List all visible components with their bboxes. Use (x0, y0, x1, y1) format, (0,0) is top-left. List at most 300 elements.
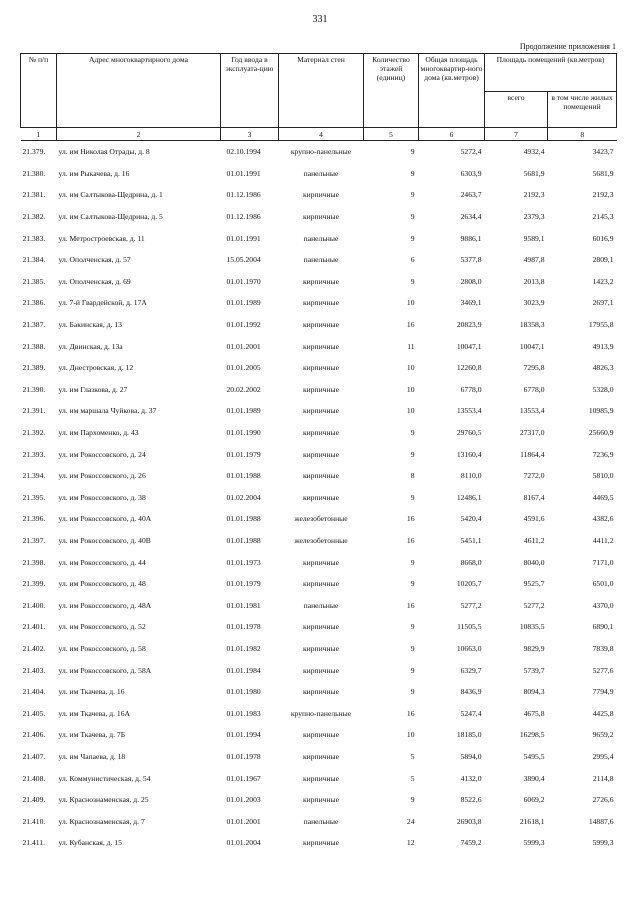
row-rooms-living: 5277,6 (592, 665, 614, 675)
column-number: 3 (221, 128, 279, 141)
row-number: 21.382. (22, 212, 46, 222)
row-total-area: 13160,4 (456, 449, 482, 459)
table-row (21, 767, 617, 789)
row-total-area: 5451,1 (460, 535, 482, 545)
table-row (21, 789, 617, 811)
row-total-area: 2463,7 (460, 190, 482, 200)
table-row (21, 724, 617, 746)
row-material: кирпичные (302, 212, 340, 222)
row-year: 01.01.1967 (226, 773, 261, 783)
row-floors: 9 (410, 643, 415, 653)
row-rooms-living: 4913,9 (592, 341, 614, 351)
row-material: кирпичные (302, 557, 340, 567)
row-material: кирпичные (302, 320, 340, 330)
table-row (21, 357, 617, 379)
row-year: 01.01.1991 (226, 168, 261, 178)
row-number: 21.394. (22, 471, 46, 481)
row-rooms-living: 9659,2 (592, 730, 614, 740)
row-rooms-all: 9525,7 (523, 579, 545, 589)
row-number: 21.406. (22, 730, 46, 740)
row-address: ул. им Рокоссовского, д. 38 (58, 492, 146, 502)
row-rooms-living: 5681,9 (592, 168, 614, 178)
row-floors: 9 (410, 449, 415, 459)
row-year: 01.01.1989 (226, 298, 261, 308)
row-address: ул. Краснознаменская, д. 7 (58, 816, 145, 826)
row-material: кирпичные (302, 298, 340, 308)
row-number: 21.392. (22, 428, 46, 438)
row-rooms-living: 4826,3 (592, 363, 614, 373)
row-floors: 5 (410, 773, 415, 783)
row-floors: 24 (406, 816, 415, 826)
row-total-area: 9886,1 (460, 233, 482, 243)
table-row (21, 594, 617, 616)
row-year: 01.01.2003 (226, 795, 261, 805)
column-number: 7 (485, 128, 548, 141)
header-rooms-living: в том числе жилых помещений (548, 92, 617, 128)
row-number: 21.411. (22, 838, 45, 848)
row-floors: 12 (406, 838, 415, 848)
header-rooms-all: всего (485, 92, 548, 128)
row-material: кирпичные (302, 687, 340, 697)
row-year: 01.01.1981 (226, 600, 261, 610)
row-floors: 9 (410, 795, 415, 805)
row-rooms-living: 4370,0 (592, 600, 614, 610)
table-row (21, 335, 617, 357)
row-floors: 9 (410, 622, 415, 632)
row-rooms-all: 18358,3 (519, 320, 545, 330)
table-row (21, 163, 617, 185)
row-year: 01.01.1978 (226, 751, 261, 761)
table-row (21, 487, 617, 509)
row-address: ул. Бакинская, д. 13 (58, 320, 122, 330)
table-row (21, 681, 617, 703)
page-number: 331 (312, 14, 328, 25)
row-rooms-all: 5999,3 (523, 838, 545, 848)
row-rooms-living: 4469,5 (592, 492, 614, 502)
housing-registry-table (20, 53, 617, 854)
row-address: ул. им Рокоссовского, д. 40В (58, 535, 151, 545)
row-material: кирпичные (302, 449, 340, 459)
row-floors: 10 (406, 363, 415, 373)
table-row (21, 379, 617, 401)
row-floors: 16 (406, 320, 415, 330)
row-year: 01.01.2001 (226, 341, 261, 351)
header-year: Год ввода в эксплуата-цию (221, 54, 279, 128)
row-address: ул. им Рокоссовского, д. 40А (58, 514, 152, 524)
row-material: кирпичные (302, 665, 340, 675)
row-floors: 10 (406, 730, 415, 740)
row-rooms-living: 6890,1 (592, 622, 614, 632)
row-number: 21.380. (22, 168, 46, 178)
row-rooms-living: 17955,8 (588, 320, 614, 330)
row-total-area: 29760,5 (456, 428, 482, 438)
row-rooms-living: 6501,0 (592, 579, 614, 589)
row-rooms-all: 7295,8 (523, 363, 545, 373)
row-floors: 9 (410, 665, 415, 675)
row-material: кирпичные (302, 341, 340, 351)
header-address: Адрес многоквартирного дома (57, 54, 221, 128)
row-year: 01.01.1982 (226, 643, 261, 653)
row-number: 21.379. (22, 147, 46, 157)
row-floors: 16 (406, 600, 415, 610)
row-floors: 9 (410, 428, 415, 438)
row-floors: 9 (410, 212, 415, 222)
row-address: ул. Метростроевская, д. 11 (58, 233, 145, 243)
row-material: панельные (303, 255, 339, 265)
row-number: 21.388. (22, 341, 46, 351)
row-material: железобетонные (294, 514, 348, 524)
row-rooms-living: 4411,2 (592, 535, 614, 545)
row-year: 01.01.1979 (226, 449, 261, 459)
continuation-note: Продолжение приложения 1 (519, 42, 616, 51)
table-row (21, 530, 617, 552)
row-year: 01.01.1983 (226, 708, 261, 718)
row-total-area: 18185,0 (456, 730, 482, 740)
row-total-area: 5420,4 (460, 514, 482, 524)
table-row (21, 227, 617, 249)
row-material: крупно-панельные (290, 147, 352, 157)
row-rooms-living: 2697,1 (592, 298, 614, 308)
table-row (21, 616, 617, 638)
row-year: 01.01.1994 (226, 730, 261, 740)
table-row (21, 141, 617, 163)
column-number: 6 (419, 128, 485, 141)
row-material: кирпичные (302, 363, 340, 373)
row-address: ул. Коммунистическая, д. 54 (58, 773, 151, 783)
row-total-area: 6329,7 (460, 665, 482, 675)
row-rooms-living: 7236,9 (592, 449, 614, 459)
row-material: панельные (303, 168, 339, 178)
row-rooms-all: 6778,0 (523, 384, 545, 394)
row-rooms-living: 1423,2 (592, 276, 614, 286)
row-floors: 16 (406, 514, 415, 524)
row-address: ул. Двинская, д. 13а (58, 341, 123, 351)
row-total-area: 12260,8 (456, 363, 482, 373)
row-rooms-living: 5328,0 (592, 384, 614, 394)
row-rooms-all: 9829,9 (523, 643, 545, 653)
row-rooms-living: 7839,8 (592, 643, 614, 653)
row-material: кирпичные (302, 276, 340, 286)
column-number: 1 (21, 128, 57, 141)
row-rooms-all: 11864,4 (520, 449, 545, 459)
row-rooms-living: 5999,3 (592, 838, 614, 848)
row-address: ул. им Николая Отрады, д. 8 (58, 147, 150, 157)
table-row (21, 422, 617, 444)
row-number: 21.399. (22, 579, 46, 589)
row-material: железобетонные (294, 535, 348, 545)
row-address: ул. им Рокоссовского, д. 48А (58, 600, 152, 610)
row-total-area: 6303,9 (460, 168, 482, 178)
row-number: 21.408. (22, 773, 46, 783)
column-number: 5 (364, 128, 419, 141)
row-address: ул. им Рокоссовского, д. 24 (58, 449, 146, 459)
row-address: ул. им Рокоссовского, д. 48 (58, 579, 146, 589)
header-rooms-area: Площадь помещений (кв.метров) (485, 54, 617, 92)
row-rooms-living: 2726,6 (592, 795, 614, 805)
row-year: 01.01.1984 (226, 665, 261, 675)
row-address: ул. им Салтыкова-Щедрина, д. 1 (58, 190, 163, 200)
row-total-area: 8668,0 (460, 557, 482, 567)
row-address: ул. им Пархоменко, д. 43 (58, 428, 139, 438)
row-total-area: 12486,1 (456, 492, 482, 502)
row-number: 21.389. (22, 363, 46, 373)
header-floors: Количество этажей (единиц) (364, 54, 419, 128)
header-total-area: Общая площадь многоквартир-ного дома (кв.метров) (419, 54, 485, 128)
row-total-area: 10205,7 (456, 579, 482, 589)
table-row (21, 184, 617, 206)
table-row (21, 400, 617, 422)
row-rooms-living: 6016,9 (592, 233, 614, 243)
row-rooms-all: 10047,1 (519, 341, 545, 351)
row-address: ул. им Ткачева, д. 16 (58, 687, 125, 697)
row-total-area: 20823,9 (456, 320, 482, 330)
row-floors: 9 (410, 557, 415, 567)
column-number: 2 (57, 128, 221, 141)
row-year: 01.01.2004 (226, 838, 261, 848)
row-total-area: 5277,2 (460, 600, 482, 610)
row-rooms-all: 2192,3 (523, 190, 545, 200)
row-rooms-all: 27317,0 (519, 428, 545, 438)
row-year: 01.01.1980 (226, 687, 261, 697)
row-year: 01.01.2005 (226, 363, 261, 373)
row-rooms-all: 4932,4 (523, 147, 545, 157)
row-number: 21.396. (22, 514, 46, 524)
row-material: кирпичные (302, 643, 340, 653)
row-rooms-all: 10835,5 (519, 622, 545, 632)
row-number: 21.381. (22, 190, 46, 200)
table-row (21, 702, 617, 724)
row-address: ул. им Ткачева, д. 7Б (58, 730, 126, 740)
column-number: 4 (279, 128, 364, 141)
table-row (21, 206, 617, 228)
row-floors: 16 (406, 535, 415, 545)
row-address: ул. им Рокоссовского, д. 58А (58, 665, 152, 675)
row-number: 21.393. (22, 449, 46, 459)
row-rooms-all: 13553,4 (519, 406, 545, 416)
row-material: крупно-панельные (290, 708, 352, 718)
row-year: 01.12.1986 (226, 190, 261, 200)
row-material: кирпичные (302, 579, 340, 589)
row-rooms-all: 16298,5 (519, 730, 545, 740)
row-rooms-all: 5495,5 (523, 751, 545, 761)
row-address: ул. им Рокоссовского, д. 52 (58, 622, 146, 632)
row-rooms-living: 3423,7 (592, 147, 614, 157)
row-number: 21.401. (22, 622, 46, 632)
row-address: ул. им Рокоссовского, д. 58 (58, 643, 146, 653)
row-rooms-all: 3023,9 (523, 298, 545, 308)
row-material: кирпичные (302, 622, 340, 632)
row-floors: 9 (410, 233, 415, 243)
table-row (21, 314, 617, 336)
row-total-area: 7459,2 (460, 838, 482, 848)
row-rooms-living: 14887,6 (588, 816, 614, 826)
row-rooms-living: 10985,9 (588, 406, 614, 416)
column-number: 8 (548, 128, 617, 141)
row-number: 21.386. (22, 298, 46, 308)
row-material: панельные (303, 233, 339, 243)
row-floors: 5 (410, 751, 415, 761)
table-row (21, 551, 617, 573)
row-rooms-all: 4611,2 (523, 535, 545, 545)
row-number: 21.404. (22, 687, 46, 697)
row-material: кирпичные (302, 384, 340, 394)
row-year: 01.01.2001 (226, 816, 261, 826)
row-year: 01.01.1978 (226, 622, 261, 632)
row-material: кирпичные (302, 730, 340, 740)
row-material: кирпичные (302, 838, 340, 848)
table-row (21, 810, 617, 832)
row-total-area: 8110,0 (460, 471, 482, 481)
row-rooms-all: 2379,3 (523, 212, 545, 222)
row-year: 01.01.1990 (226, 428, 261, 438)
row-material: кирпичные (302, 406, 340, 416)
row-floors: 8 (410, 471, 415, 481)
row-address: ул. 7-й Гвардейской, д. 17А (58, 298, 147, 308)
row-rooms-living: 7171,0 (592, 557, 614, 567)
row-address: ул. Ополченская, д. 69 (58, 276, 131, 286)
row-year: 01.01.1992 (226, 320, 261, 330)
row-rooms-living: 5810,0 (592, 471, 614, 481)
row-floors: 9 (410, 276, 415, 286)
row-floors: 9 (410, 190, 415, 200)
row-floors: 9 (410, 579, 415, 589)
column-numbers-row (21, 128, 617, 141)
table-row (21, 249, 617, 271)
row-material: кирпичные (302, 751, 340, 761)
row-number: 21.384. (22, 255, 46, 265)
row-address: ул. им Рыкачева, д. 16 (58, 168, 130, 178)
row-rooms-living: 4382,6 (592, 514, 614, 524)
table-row (21, 746, 617, 768)
row-rooms-all: 8094,3 (523, 687, 545, 697)
row-number: 21.385. (22, 276, 46, 286)
row-total-area: 4132,0 (460, 773, 482, 783)
row-number: 21.409. (22, 795, 46, 805)
row-total-area: 5377,8 (460, 255, 482, 265)
row-rooms-all: 4987,8 (523, 255, 545, 265)
row-material: панельные (303, 816, 339, 826)
row-rooms-living: 2192,3 (592, 190, 614, 200)
table-row (21, 271, 617, 293)
row-year: 15.05.2004 (226, 255, 261, 265)
row-year: 01.01.1989 (226, 406, 261, 416)
row-rooms-living: 7794,9 (592, 687, 614, 697)
row-floors: 6 (410, 255, 415, 265)
row-number: 21.390. (22, 384, 46, 394)
row-material: кирпичные (302, 795, 340, 805)
row-material: кирпичные (302, 428, 340, 438)
row-rooms-all: 3890,4 (523, 773, 545, 783)
row-rooms-all: 7272,0 (523, 471, 545, 481)
row-floors: 9 (410, 168, 415, 178)
row-rooms-living: 2145,3 (592, 212, 614, 222)
row-year: 20.02.2002 (226, 384, 261, 394)
row-year: 01.12.1986 (226, 212, 261, 222)
row-number: 21.405. (22, 708, 46, 718)
row-address: ул. им Ткачева, д. 16А (58, 708, 130, 718)
row-total-area: 8436,9 (460, 687, 482, 697)
row-address: ул. им Рокоссовского, д. 26 (58, 471, 146, 481)
row-number: 21.387. (22, 320, 46, 330)
row-rooms-all: 5277,2 (523, 600, 545, 610)
row-total-area: 11505,5 (457, 622, 482, 632)
row-year: 01.01.1970 (226, 276, 261, 286)
row-rooms-all: 5739,7 (523, 665, 545, 675)
row-total-area: 3469,1 (460, 298, 482, 308)
header-num: № п/п (21, 54, 57, 128)
row-year: 01.01.1991 (226, 233, 261, 243)
row-rooms-all: 21618,1 (519, 816, 545, 826)
row-year: 01.02.2004 (226, 492, 261, 502)
row-number: 21.410. (22, 816, 46, 826)
row-total-area: 2808,0 (460, 276, 482, 286)
table-row (21, 573, 617, 595)
row-year: 01.01.1988 (226, 514, 261, 524)
row-rooms-all: 2013,8 (523, 276, 545, 286)
row-rooms-living: 2809,1 (592, 255, 614, 265)
row-number: 21.398. (22, 557, 46, 567)
row-year: 01.01.1988 (226, 535, 261, 545)
row-material: кирпичные (302, 471, 340, 481)
row-rooms-all: 9589,1 (523, 233, 545, 243)
row-year: 01.01.1988 (226, 471, 261, 481)
row-material: панельные (303, 600, 339, 610)
row-rooms-all: 8040,0 (523, 557, 545, 567)
row-address: ул. им Рокоссовского, д. 44 (58, 557, 146, 567)
row-total-area: 2634,4 (460, 212, 482, 222)
row-floors: 10 (406, 384, 415, 394)
table-row (21, 292, 617, 314)
row-material: кирпичные (302, 190, 340, 200)
row-address: ул. Ополченская, д. 57 (58, 255, 131, 265)
row-total-area: 8522,6 (460, 795, 482, 805)
row-year: 01.01.1979 (226, 579, 261, 589)
row-floors: 10 (406, 298, 415, 308)
row-rooms-living: 25660,9 (588, 428, 614, 438)
row-floors: 11 (407, 341, 415, 351)
row-rooms-living: 4425,8 (592, 708, 614, 718)
row-total-area: 5894,0 (460, 751, 482, 761)
row-total-area: 13553,4 (456, 406, 482, 416)
row-total-area: 5247,4 (460, 708, 482, 718)
row-total-area: 5272,4 (460, 147, 482, 157)
row-rooms-all: 4675,8 (523, 708, 545, 718)
row-number: 21.391. (22, 406, 46, 416)
row-address: ул. им Глазкова, д. 27 (58, 384, 128, 394)
row-material: кирпичные (302, 492, 340, 502)
row-address: ул. им маршала Чуйкова, д. 37 (58, 406, 157, 416)
header-material: Материал стен (279, 54, 364, 128)
row-floors: 16 (406, 708, 415, 718)
row-address: ул. им Чапаева, д. 18 (58, 751, 126, 761)
row-rooms-living: 2114,8 (592, 773, 614, 783)
table-row (21, 443, 617, 465)
row-year: 01.01.1973 (226, 557, 261, 567)
row-address: ул. Кубанская, д. 15 (58, 838, 122, 848)
row-rooms-all: 4591,6 (523, 514, 545, 524)
row-total-area: 26903,8 (456, 816, 482, 826)
row-floors: 9 (410, 147, 415, 157)
row-number: 21.400. (22, 600, 46, 610)
row-number: 21.402. (22, 643, 46, 653)
row-number: 21.395. (22, 492, 46, 502)
row-floors: 9 (410, 492, 415, 502)
table-row (21, 465, 617, 487)
row-total-area: 6778,0 (460, 384, 482, 394)
row-rooms-all: 6069,2 (523, 795, 545, 805)
table-row (21, 659, 617, 681)
row-number: 21.383. (22, 233, 46, 243)
